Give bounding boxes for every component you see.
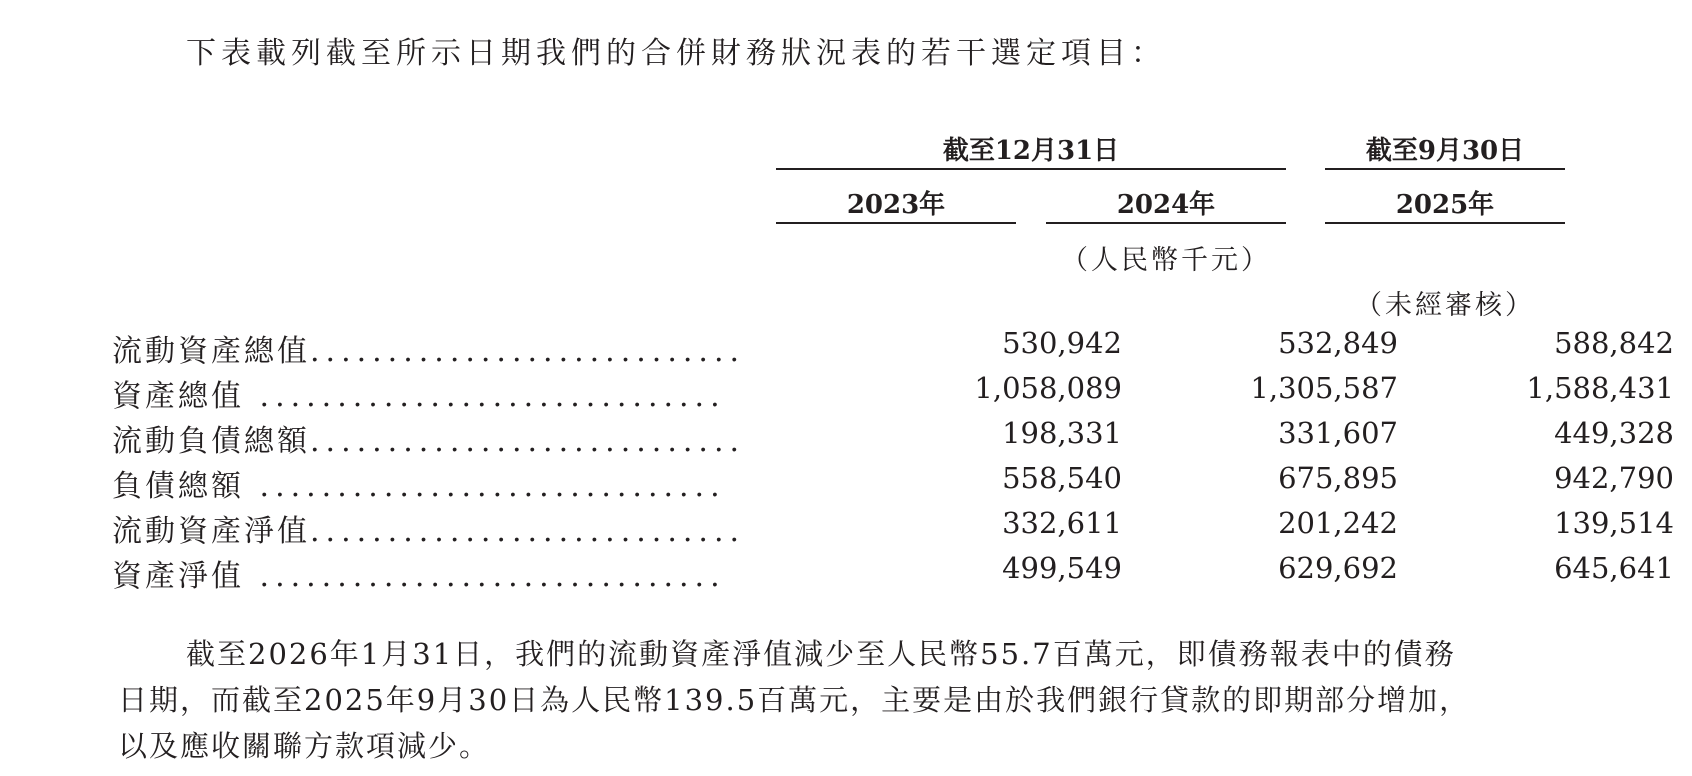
value-2025: 645,641 (1554, 551, 1674, 585)
value-2023: 198,331 (1002, 416, 1122, 450)
unaudited-label: （未經審核） (1355, 290, 1535, 321)
table-row (112, 551, 1674, 596)
paragraph-line: 以及應收關聯方款項減少。 (118, 729, 491, 763)
table-row (112, 371, 1674, 416)
value-2023: 530,942 (1002, 326, 1122, 360)
header-year-2025: 2025年 (1395, 190, 1495, 220)
row-label: 流動資產淨值............................ (112, 514, 746, 549)
header-year-2024: 2024年 (1116, 190, 1216, 220)
value-2025: 1,588,431 (1526, 371, 1674, 405)
value-2024: 629,692 (1278, 551, 1398, 585)
row-label: 資產淨值 .............................. (112, 559, 726, 594)
value-2024: 331,607 (1278, 416, 1398, 450)
row-label: 負債總額 .............................. (112, 469, 726, 504)
value-2025: 588,842 (1554, 326, 1674, 360)
value-2024: 1,305,587 (1250, 371, 1398, 405)
paragraph-line: 日期，而截至2025年9月30日為人民幣139.5百萬元，主要是由於我們銀行貸款的即期部分增加， (118, 683, 1471, 717)
table-row (112, 461, 1674, 506)
header-group-dec31: 截至12月31日 (942, 136, 1120, 166)
value-2023: 558,540 (1002, 461, 1122, 495)
value-2024: 532,849 (1278, 326, 1398, 360)
header-rule-dec31 (776, 168, 1286, 170)
value-2025: 449,328 (1554, 416, 1674, 450)
value-2025: 139,514 (1554, 506, 1674, 540)
table-row (112, 416, 1674, 461)
intro-text: 下表載列截至所示日期我們的合併財務狀況表的若干選定項目： (186, 36, 1166, 71)
header-rule-sep30 (1325, 168, 1565, 170)
header-rule-2024 (1046, 222, 1286, 224)
header-group-sep30: 截至9月30日 (1365, 136, 1525, 166)
table-row (112, 506, 1674, 551)
body-paragraph (118, 631, 1588, 769)
value-2024: 201,242 (1278, 506, 1398, 540)
row-label: 流動資產總值............................ (112, 334, 746, 369)
value-2023: 1,058,089 (974, 371, 1122, 405)
header-rule-2025 (1325, 222, 1565, 224)
unit-label: （人民幣千元） (1061, 245, 1271, 276)
row-label: 流動負債總額............................ (112, 424, 746, 459)
table-row (112, 326, 1674, 371)
header-year-2023: 2023年 (846, 190, 946, 220)
paragraph-line: 截至2026年1月31日，我們的流動資產淨值減少至人民幣55.7百萬元，即債務報表中的債務 (186, 637, 1456, 671)
value-2023: 332,611 (1002, 506, 1122, 540)
row-label: 資產總值 .............................. (112, 379, 726, 414)
value-2024: 675,895 (1278, 461, 1398, 495)
value-2025: 942,790 (1554, 461, 1674, 495)
value-2023: 499,549 (1002, 551, 1122, 585)
header-rule-2023 (776, 222, 1016, 224)
